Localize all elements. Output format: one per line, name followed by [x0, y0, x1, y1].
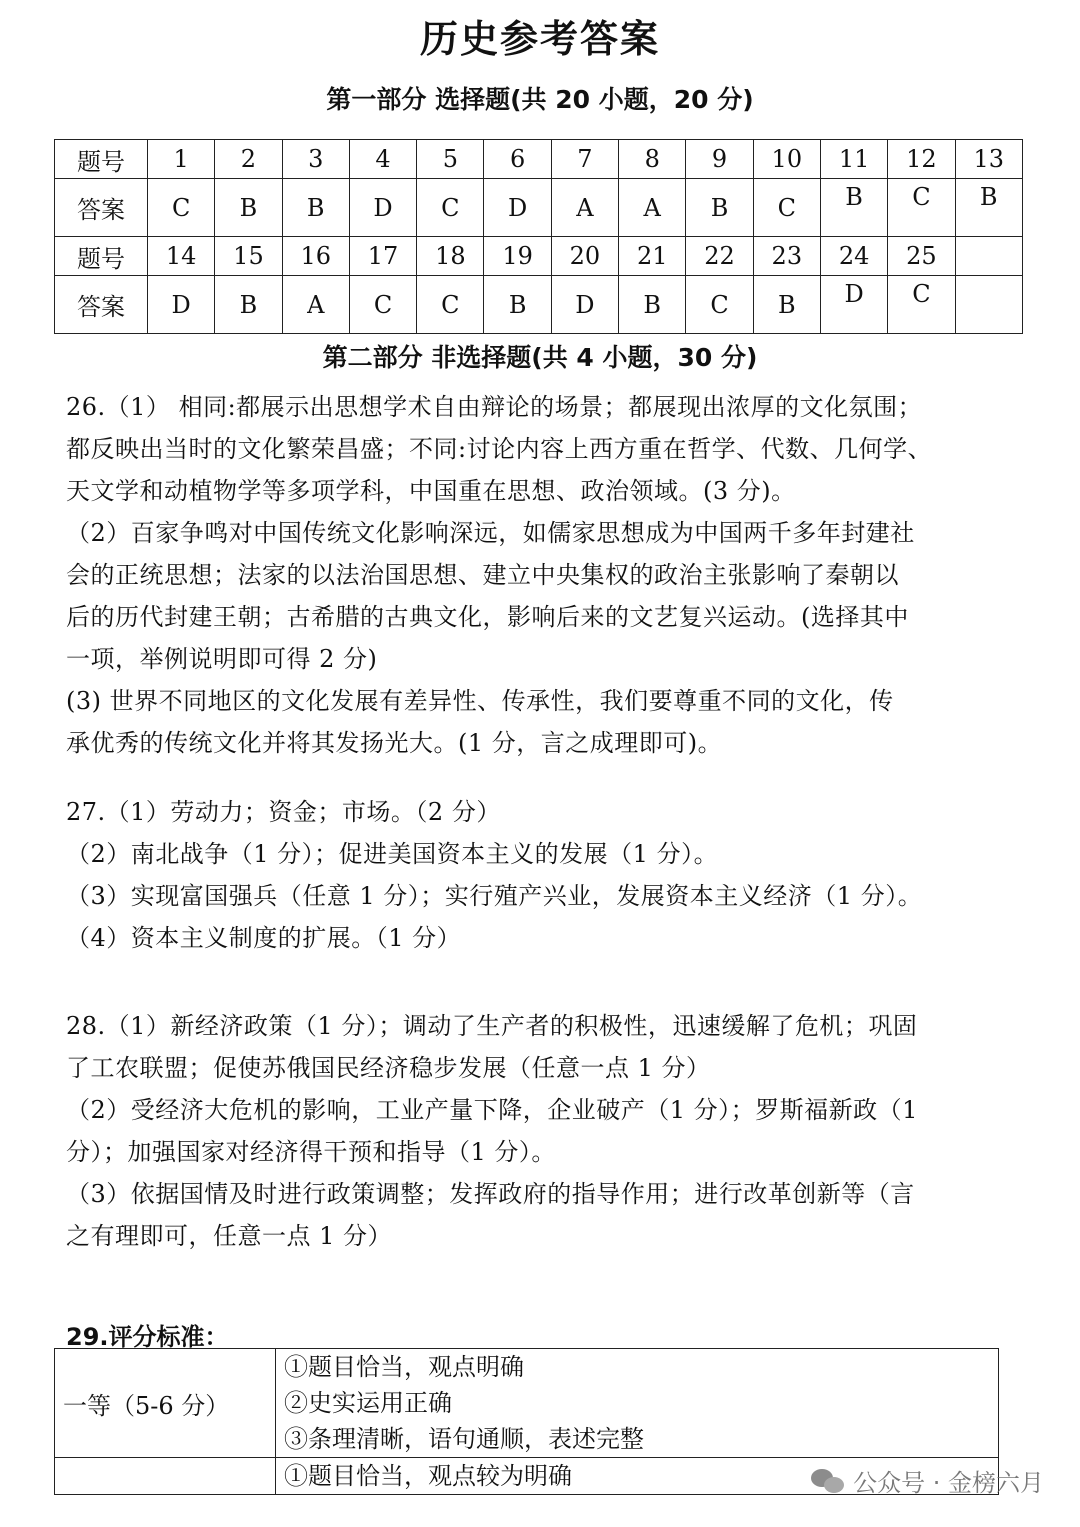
- answer-table-row-numbers-1: [55, 140, 1023, 179]
- answer-cell: C: [417, 276, 484, 334]
- question-number: 12: [888, 140, 955, 179]
- question-number: [955, 237, 1022, 276]
- answer-line: （2）百家争鸣对中国传统文化影响深远，如儒家思想成为中国两千多年封建社: [66, 519, 915, 547]
- question-number: 10: [753, 140, 820, 179]
- answer-table: [54, 139, 1023, 334]
- answer-line: 28.（1）新经济政策（1 分）；调动了生产者的积极性，迅速缓解了危机；巩固: [66, 1012, 918, 1040]
- answer-cell: B: [753, 276, 820, 334]
- page-title: 历史参考答案: [419, 17, 660, 61]
- question-number: 20: [551, 237, 618, 276]
- question-number: 23: [753, 237, 820, 276]
- rubric-item: ②史实运用正确: [284, 1389, 452, 1417]
- answer-line: 后的历代封建王朝；古希腊的古典文化，影响后来的文艺复兴运动。(选择其中: [66, 603, 909, 631]
- answer-cell: A: [282, 276, 349, 334]
- rubric-item: ③条理清晰，语句通顺，表述完整: [284, 1425, 644, 1453]
- question-number: 14: [148, 237, 215, 276]
- answer-line: 一项，举例说明即可得 2 分): [66, 645, 378, 673]
- answer-cell: B: [955, 179, 1022, 237]
- rubric-criteria: [276, 1349, 999, 1458]
- question-number: 5: [417, 140, 484, 179]
- question-number-label: 题号: [55, 237, 148, 276]
- answer-cell: D: [820, 276, 887, 334]
- question-number-label: 题号: [55, 140, 148, 179]
- question-number: 11: [820, 140, 887, 179]
- answer-cell: C: [888, 276, 955, 334]
- answer-line: （4）资本主义制度的扩展。（1 分）: [66, 924, 462, 952]
- answer-cell: C: [349, 276, 416, 334]
- part2-heading: 第二部分 非选择题(共 4 小题，30 分): [322, 343, 758, 372]
- question-number: 7: [551, 140, 618, 179]
- answer-line: 都反映出当时的文化繁荣昌盛；不同:讨论内容上西方重在哲学、代数、几何学、: [66, 435, 933, 463]
- answer-table-row-numbers-2: [55, 237, 1023, 276]
- answer-cell: A: [551, 179, 618, 237]
- answer-line: （2）受经济大危机的影响，工业产量下降，企业破产（1 分）；罗斯福新政（1: [66, 1096, 918, 1124]
- answer-cell: B: [820, 179, 887, 237]
- answer-table-row-answers-1: [55, 179, 1023, 237]
- answer-line: （3）依据国情及时进行政策调整；发挥政府的指导作用；进行改革创新等（言: [66, 1180, 915, 1208]
- answer-line: 了工农联盟；促使苏俄国民经济稳步发展（任意一点 1 分）: [66, 1054, 711, 1082]
- answer-cell: B: [215, 276, 282, 334]
- answer-cell: B: [686, 179, 753, 237]
- answer-cell: D: [148, 276, 215, 334]
- answer-cell: B: [215, 179, 282, 237]
- rubric-item: ①题目恰当，观点明确: [284, 1353, 524, 1381]
- answer-cell: C: [888, 179, 955, 237]
- answer-cell: B: [619, 276, 686, 334]
- answer-line: 承优秀的传统文化并将其发扬光大。(1 分，言之成理即可)。: [66, 729, 723, 757]
- answer-cell: C: [686, 276, 753, 334]
- question-27: [66, 791, 1018, 959]
- watermark: [811, 1463, 1044, 1498]
- answer-cell: A: [619, 179, 686, 237]
- question-number: 21: [619, 237, 686, 276]
- question-number: 13: [955, 140, 1022, 179]
- question-number: 18: [417, 237, 484, 276]
- question-number: 9: [686, 140, 753, 179]
- rubric-level: 一等（5-6 分）: [55, 1349, 276, 1458]
- question-number: 24: [820, 237, 887, 276]
- question-number: 19: [484, 237, 551, 276]
- answer-label: 答案: [55, 276, 148, 334]
- answer-cell: C: [753, 179, 820, 237]
- answer-line: (3) 世界不同地区的文化发展有差异性、传承性，我们要尊重不同的文化，传: [66, 687, 894, 715]
- answer-line: 之有理即可，任意一点 1 分）: [66, 1222, 393, 1250]
- question-28: [66, 1005, 1018, 1257]
- question-number: 2: [215, 140, 282, 179]
- question-26: [66, 386, 1018, 764]
- wechat-icon: [811, 1467, 845, 1495]
- answer-cell: C: [148, 179, 215, 237]
- answer-label: 答案: [55, 179, 148, 237]
- rubric-level: [55, 1458, 276, 1495]
- answer-cell: C: [417, 179, 484, 237]
- part1-heading: 第一部分 选择题(共 20 小题，20 分): [326, 85, 754, 114]
- answer-cell: D: [349, 179, 416, 237]
- watermark-text: 公众号 · 金榜六月: [853, 1469, 1044, 1497]
- question-number: 22: [686, 237, 753, 276]
- answer-cell: B: [282, 179, 349, 237]
- answer-cell: B: [484, 276, 551, 334]
- answer-line: 分）；加强国家对经济得干预和指导（1 分）。: [66, 1138, 556, 1166]
- answer-line: 天文学和动植物学等多项学科，中国重在思想、政治领域。(3 分)。: [66, 477, 796, 505]
- answer-line: 会的正统思想；法家的以法治国思想、建立中央集权的政治主张影响了秦朝以: [66, 561, 899, 589]
- rubric-item: ①题目恰当，观点较为明确: [284, 1462, 572, 1490]
- answer-table-row-answers-2: [55, 276, 1023, 334]
- answer-line: 27.（1）劳动力；资金；市场。（2 分）: [66, 798, 501, 826]
- question-number: 6: [484, 140, 551, 179]
- question-number: 25: [888, 237, 955, 276]
- answer-cell: D: [551, 276, 618, 334]
- question-number: 4: [349, 140, 416, 179]
- rubric-row: [55, 1349, 999, 1458]
- answer-cell: [955, 276, 1022, 334]
- answer-cell: D: [484, 179, 551, 237]
- answer-line: （2）南北战争（1 分）；促进美国资本主义的发展（1 分）。: [66, 840, 719, 868]
- question-number: 15: [215, 237, 282, 276]
- question-number: 3: [282, 140, 349, 179]
- answer-line: （3）实现富国强兵（任意 1 分）；实行殖产兴业，发展资本主义经济（1 分）。: [66, 882, 923, 910]
- question-number: 17: [349, 237, 416, 276]
- question-number: 16: [282, 237, 349, 276]
- answer-line: 26.（1） 相同:都展示出思想学术自由辩论的场景；都展现出浓厚的文化氛围；: [66, 393, 923, 421]
- question-number: 8: [619, 140, 686, 179]
- question-number: 1: [148, 140, 215, 179]
- question-29-label: 29.评分标准：: [66, 1323, 229, 1351]
